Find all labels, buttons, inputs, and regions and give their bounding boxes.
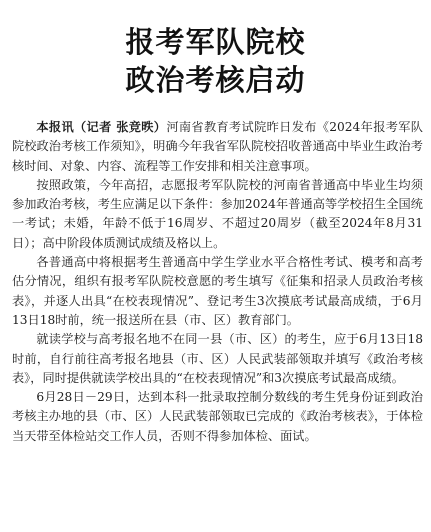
headline-line-2: 政治考核启动 [125,63,306,97]
byline: 本报讯（记者 张竞昳） [36,120,167,134]
paragraph-5: 6月28日－29日，达到本科一批录取控制分数线的考生凭身份证到政治考核主办地的县（市、区）人民武装部领取已完成的《政治考核表》，于体检当天带至体检站交工作人员，否则不得参加体检、面试。 [12,390,423,443]
paragraph-2: 按照政策，今年高招，志愿报考军队院校的河南省普通高中毕业生均须参加政治考核，考生应满足以下条件：参加2024年普通高等学校招生全国统一考试；未婚，年龄不低于16周岁、不超过20周岁（截至2024年8月31日）；高中阶段体质测试成绩及格以上。 [12,177,423,250]
article-body [12,118,423,446]
paragraph-3: 各普通高中将根据考生普通高中学生学业水平合格性考试、模考和高考估分情况，组织有报考军队院校意愿的考生填写《征集和招录人员政治考核表》，并逐人出具“在校表现情况”、登记考生3次摸底考试最高成绩，于6月13日18时前，统一报送所在县（市、区）教育部门。 [12,255,423,327]
paragraph-1-text: 河南省教育考试院昨日发布《2024年报考军队院校政治考核工作须知》，明确今年我省军队院校招收普通高中毕业生政治考核时间、对象、内容、流程等工作安排和相关注意事项。 [12,120,423,173]
paragraph-1 [12,118,423,176]
paragraph-4: 就读学校与高考报名地不在同一县（市、区）的考生，应于6月13日18时前，自行前往高考报名地县（市、区）人民武装部领取并填写《政治考核表》，同时提供就读学校出具的“在校表现情况”和3次摸底考试最高成绩。 [12,332,423,385]
headline-line-1: 报考军队院校 [125,25,306,59]
